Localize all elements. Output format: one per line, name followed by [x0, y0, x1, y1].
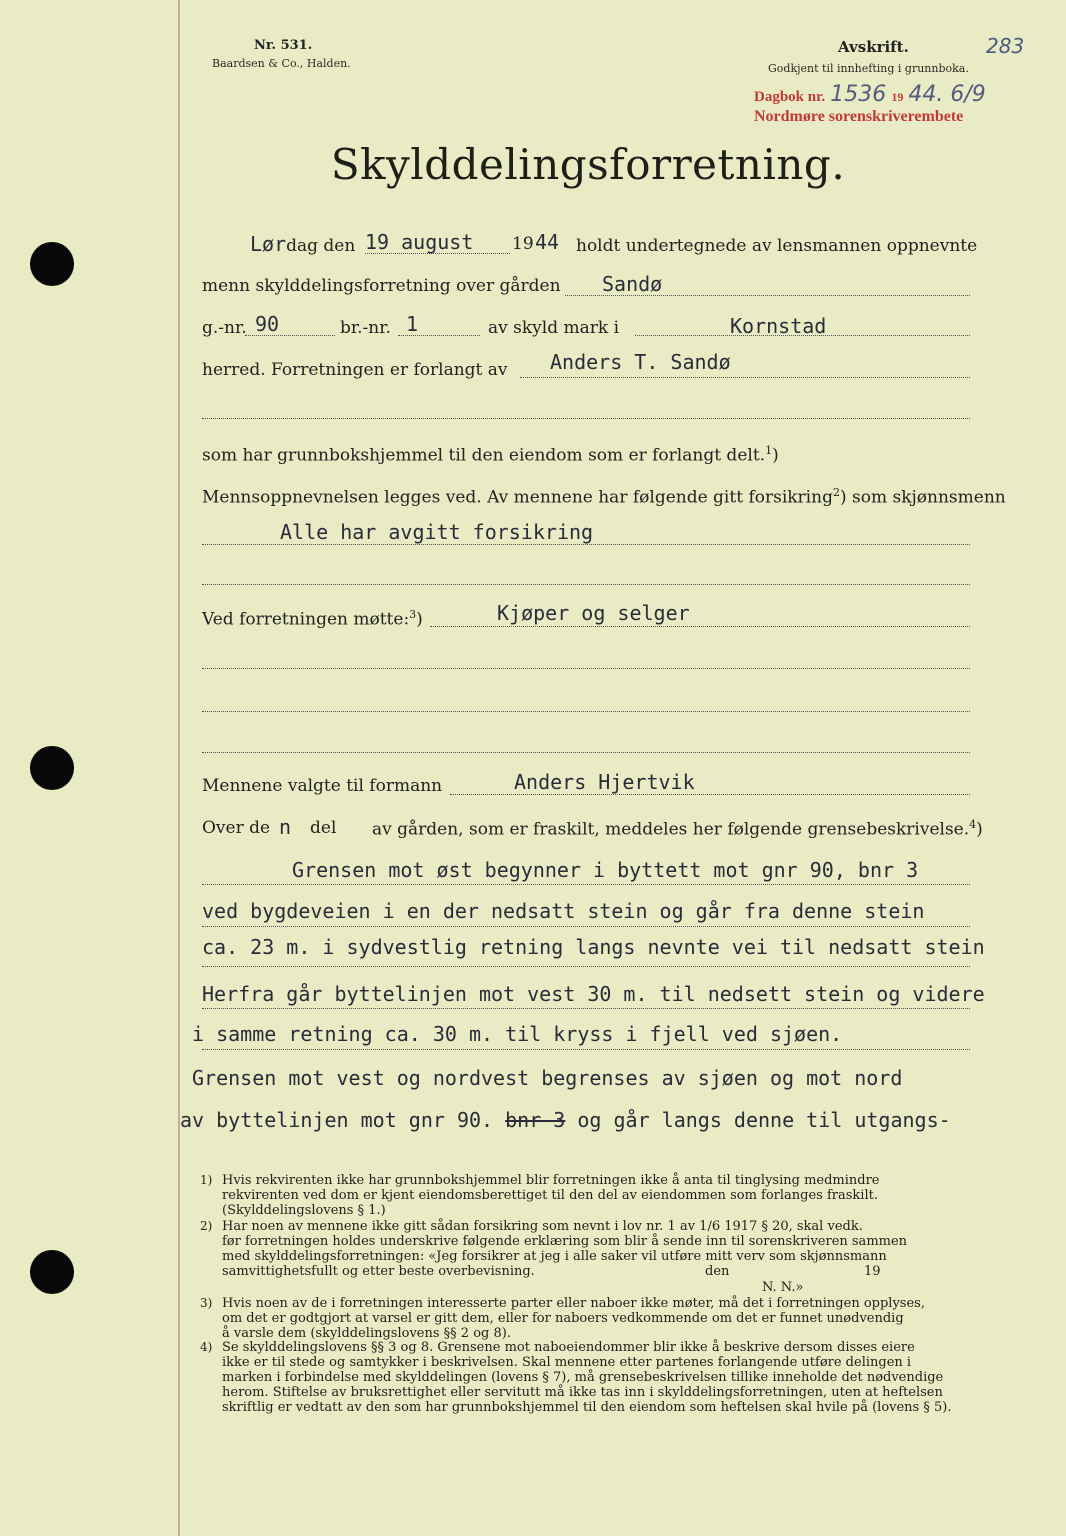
- footnote-number: 2): [200, 1219, 213, 1233]
- gnr-value: 90: [255, 312, 280, 336]
- over-label-b: del: [310, 818, 337, 838]
- footnote-ref: 1: [765, 444, 773, 457]
- over-label-c: av gården, som er fraskilt, meddeles her følgende grensebeskrivelse.$^4$): [372, 818, 983, 840]
- footnote-line: før forretningen holdes underskrive følgende erklæring som blir å sende inn til sorenskriveren sammen: [222, 1234, 908, 1249]
- footnote-line: skriftlig er vedtatt av den som har grunnbokshjemmel til den eiendom som heftelsen skal hvile på (lovens § 5).: [222, 1400, 952, 1415]
- footnote-2-nn: N. N.»: [762, 1280, 804, 1295]
- footnote-number: 4): [200, 1340, 213, 1354]
- year-value: 44: [535, 230, 560, 254]
- struck-text: bnr 3: [505, 1108, 566, 1132]
- footnote-line: Hvis rekvirenten ikke har grunnbokshjemmel blir forretningen ikke å anta til tinglysing medmindre: [222, 1173, 880, 1188]
- margin-rule: [178, 0, 180, 1536]
- municipality-value: Kornstad: [730, 314, 827, 338]
- gnr-label: g.-nr.: [202, 318, 247, 338]
- date-line-rest: holdt undertegnede av lensmannen oppnevnte: [576, 236, 978, 256]
- footnote-ref: 2: [832, 486, 840, 499]
- footnote-line: Hvis noen av de i forretningen interesserte parter eller naboer ikke møter, må det i forretningen opplyses,: [222, 1296, 925, 1311]
- grunnbok-text: som har grunnbokshjemmel til den eiendom som er forlangt delt.$^1$): [202, 444, 779, 466]
- footnote-line: med skylddelingsforretningen: «Jeg forsikrer at jeg i alle saker vil utføre mitt verv som skjønnsmann: [222, 1249, 887, 1264]
- bnr-value: 1: [406, 312, 419, 336]
- description-last-a: av byttelinjen mot gnr 90.: [180, 1108, 494, 1132]
- present-label-body: Ved forretningen møtte:: [202, 609, 410, 630]
- footnote-2: [222, 1219, 907, 1279]
- punch-hole: [30, 1250, 74, 1294]
- stamp-number: 1536: [830, 82, 887, 107]
- footnote-2-year: 19: [864, 1264, 881, 1279]
- footnote-line: om det er godtgjort at varsel er gitt dem, eller for naboers vedkommende om det er funnet unødvendig: [222, 1311, 904, 1326]
- stamp-office: Nordmøre sorenskriverembete: [754, 108, 964, 125]
- approved-text: Godkjent til innhefting i grunnboka.: [768, 62, 969, 75]
- description-line: ved bygdeveien i en der nedsatt stein og går fra denne stein: [202, 899, 925, 923]
- weekday-printed: dag den: [286, 236, 356, 256]
- page-title: Skylddelingsforretning.: [330, 140, 846, 189]
- description-line: Grensen mot vest og nordvest begrenses av sjøen og mot nord: [192, 1066, 903, 1090]
- footnote-line: herom. Stiftelse av bruksrettighet eller servitutt må ikke tas inn i skylddelingsforretningen, uten at heftelsen: [222, 1385, 943, 1400]
- insurance-label: Mennsoppnevnelsen legges ved. Av mennene har følgende gitt forsikring$^2$) som skjønnsmenn: [202, 486, 1006, 508]
- description-line: ca. 23 m. i sydvestlig retning langs nevnte vei til nedsatt stein: [202, 935, 985, 959]
- bnr-label: br.-nr.: [340, 318, 391, 338]
- date-line: [250, 232, 355, 256]
- skyld-label: av skyld mark i: [488, 318, 620, 338]
- printer-name: Baardsen & Co., Halden.: [212, 57, 351, 70]
- footnote-number: 3): [200, 1296, 213, 1310]
- stamp-dagbok-label: Dagbok nr.: [754, 89, 826, 105]
- weekday-typed: Lør: [250, 232, 287, 256]
- chair-label: Mennene valgte til formann: [202, 776, 443, 796]
- chair-name: Anders Hjertvik: [514, 770, 695, 794]
- requester-name: Anders T. Sandø: [550, 350, 731, 374]
- description-line: Grensen mot øst begynner i byttett mot gnr 90, bnr 3: [292, 858, 919, 882]
- footnote-number: 1): [200, 1173, 213, 1187]
- present-label: Ved forretningen møtte:$^3$): [202, 608, 423, 630]
- footnote-ref: 3: [409, 608, 417, 621]
- copy-label: Avskrift.: [838, 38, 909, 56]
- footnote-line: marken i forbindelse med skylddelingen (lovens § 7), må grensebeskrivelsen tillike inneholde det nødvendige: [222, 1370, 944, 1385]
- farm-label: menn skylddelingsforretning over gården: [202, 276, 561, 296]
- footnote-line: Har noen av mennene ikke gitt sådan forsikring som nevnt i lov nr. 1 av 1/6 1917 § 20, skal vedk.: [222, 1219, 863, 1234]
- over-label-c-body: av gården, som er fraskilt, meddeles her følgende grensebeskrivelse.: [372, 819, 970, 840]
- footnote-line: å varsle dem (skylddelingslovens §§ 2 og 8).: [222, 1326, 511, 1341]
- page-number: 283: [986, 34, 1025, 58]
- farm-name: Sandø: [602, 272, 663, 296]
- punch-hole: [30, 746, 74, 790]
- present-value: Kjøper og selger: [497, 601, 690, 625]
- over-hand: n: [279, 815, 292, 839]
- insurance-label-rest: som skjønnsmenn: [852, 487, 1006, 508]
- description-line: i samme retning ca. 30 m. til kryss i fjell ved sjøen.: [192, 1022, 843, 1046]
- footnote-2-den: den: [705, 1264, 730, 1279]
- requester-label: herred. Forretningen er forlangt av: [202, 360, 508, 380]
- description-last-b: og går langs denne til utgangs-: [577, 1108, 951, 1132]
- form-number: Nr. 531.: [254, 38, 313, 53]
- footnote-line: ikke er til stede og samtykker i beskrivelsen. Skal mennene etter partenes forlangende utføre delingen i: [222, 1355, 912, 1370]
- over-label-a: Over de: [202, 818, 271, 838]
- punch-hole: [30, 242, 74, 286]
- stamp-date: 44. 6/9: [908, 82, 986, 107]
- footnote-line: Se skylddelingslovens §§ 3 og 8. Grensene mot naboeiendommer blir ikke å beskrive dersom disses eiere: [222, 1340, 915, 1355]
- dagbok-stamp: [754, 82, 986, 107]
- footnote-3: [222, 1296, 925, 1341]
- footnote-1: [222, 1173, 880, 1218]
- insurance-value: Alle har avgitt forsikring: [280, 520, 594, 544]
- year-prefix: 19: [512, 234, 534, 254]
- footnote-ref: 4: [969, 818, 977, 831]
- description-line: Herfra går byttelinjen mot vest 30 m. til nedsett stein og videre: [202, 982, 985, 1006]
- description-line-last: [180, 1108, 951, 1132]
- footnote-line: samvittighetsfullt og etter beste overbevisning.: [222, 1264, 535, 1279]
- footnote-4: [222, 1340, 951, 1415]
- grunnbok-text-body: som har grunnbokshjemmel til den eiendom som er forlangt delt.: [202, 445, 766, 466]
- footnote-line: (Skylddelingslovens § 1.): [222, 1203, 386, 1218]
- insurance-label-body: Mennsoppnevnelsen legges ved. Av mennene har følgende gitt forsikring: [202, 487, 833, 508]
- stamp-year-prefix: 19: [891, 90, 904, 104]
- footnote-line: rekvirenten ved dom er kjent eiendomsberettiget til den del av eiendommen som forlanges fraskilt.: [222, 1188, 878, 1203]
- date-value: 19 august: [365, 230, 474, 254]
